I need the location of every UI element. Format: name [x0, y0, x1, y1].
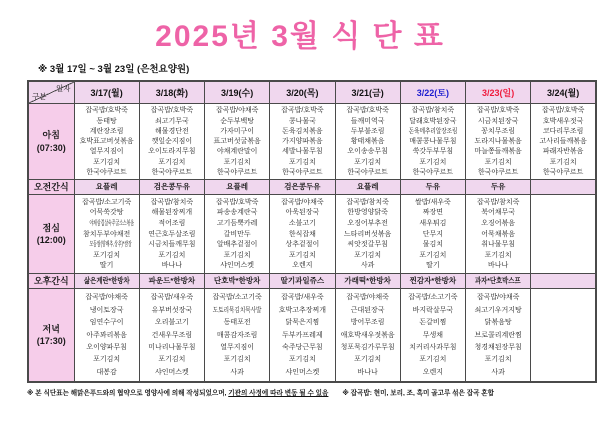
snack-item: 검은콩두유	[153, 182, 190, 191]
day-header-8: 3/24(월)	[531, 81, 596, 104]
menu-item: 사과	[360, 262, 375, 270]
menu-item: 포기김치	[419, 251, 447, 259]
menu-item: 호박새우젓국	[542, 117, 584, 125]
menu-item: 잡곡밥/호박죽	[346, 107, 389, 115]
menu-item: 한방영양닭죽	[347, 209, 388, 217]
menu-item: 아주꽈리볶음	[86, 331, 127, 339]
menu-cell-lu-day7	[466, 195, 531, 274]
menu-cell-bf-day5	[335, 104, 400, 180]
menu-cell-bf-day4	[270, 104, 335, 180]
menu-item: 쇠고기무국	[154, 117, 189, 125]
menu-item: 상추겉절이	[285, 241, 320, 249]
menu-item: 고사리들깨볶음	[539, 138, 587, 145]
menu-lines	[336, 195, 400, 273]
menu-item: 한국야쿠르트	[477, 168, 519, 176]
menu-item: 적어조림	[158, 219, 186, 227]
menu-item: 아욱된장국	[285, 209, 320, 217]
menu-item: 포기김치	[223, 158, 251, 166]
snack-item: 두유	[425, 182, 441, 191]
footnote-grains: ※ 잡곡밥: 현미, 보리, 조, 흑미 골고루 섞은 잡곡 혼합	[342, 390, 495, 397]
menu-item: 물김치	[422, 241, 444, 249]
snack-item: 단호박*한방차	[213, 276, 261, 285]
snack-item: 파운드*한방차	[148, 276, 196, 285]
menu-cell-am-day1	[74, 180, 139, 195]
menu-cell-di-day2	[139, 289, 204, 383]
menu-item: 잡곡밥/야채죽	[85, 294, 128, 302]
menu-item: 잡곡밥/참치죽	[476, 198, 520, 206]
row-label-bf: 아침 (07:30)	[28, 104, 74, 180]
page-title: 2025년 3월 식 단 표	[155, 20, 445, 53]
menu-item: 근대된장국	[350, 306, 385, 314]
menu-lines	[336, 289, 400, 381]
menu-item: 한국야쿠르트	[216, 168, 258, 176]
menu-item: 포기김치	[419, 158, 447, 166]
menu-lines	[401, 195, 465, 273]
menu-lines	[531, 104, 595, 179]
day-header-4: 3/20(목)	[270, 81, 335, 104]
menu-cell-lu-day1	[74, 195, 139, 274]
menu-cell-bf-day1	[74, 104, 139, 180]
menu-cell-bf-day7	[466, 104, 531, 180]
menu-item: 브로콜리계란찜	[474, 331, 522, 339]
menu-lines	[270, 289, 334, 381]
menu-cell-di-day7	[466, 289, 531, 383]
header-row	[28, 81, 596, 104]
menu-item: 오이도라지무침	[148, 148, 196, 156]
menu-item: 어묵채볶음	[481, 230, 516, 238]
menu-item: 포기김치	[93, 158, 121, 166]
menu-item: 알배추겉절이	[216, 241, 258, 249]
menu-item: 콩나물국	[288, 117, 316, 125]
snack-item: 딸기과일쥬스	[280, 276, 325, 285]
corner-cell	[28, 81, 74, 104]
menu-item: 딸기	[426, 262, 440, 270]
menu-item: 잡곡밥/소고기죽	[81, 198, 132, 206]
menu-item: 닭묵은지찜	[285, 319, 320, 327]
menu-lines	[140, 195, 204, 273]
menu-cell-bf-day6	[400, 104, 465, 180]
menu-item: 포기김치	[354, 356, 382, 364]
menu-lines	[205, 289, 269, 381]
corner-label-category: 구분	[32, 92, 47, 101]
menu-item: 북어채무국	[481, 209, 516, 217]
menu-item: 한국야쿠르트	[542, 168, 584, 176]
menu-item: 계란장조림	[89, 127, 124, 135]
menu-item: 포기김치	[288, 251, 316, 259]
menu-item: 한국야쿠르트	[282, 168, 323, 176]
menu-item: 열무지짐이	[220, 343, 255, 351]
menu-item: 두부카프레제	[282, 331, 323, 339]
footnote-disclaimer: ※ 본 식단표는 해맑은푸드와의 협약으로 영양사에 의해 작성되었으며, 기관의 사정에 따라 변동 될 수 있음	[27, 390, 329, 397]
row-label-am: 오전간식	[28, 180, 74, 195]
menu-item: 열무지짐이	[89, 148, 124, 156]
menu-item: 쇠고기우거지탕	[474, 306, 522, 314]
menu-item: 연근호두살조림	[148, 230, 196, 238]
menu-cell-lu-day3	[205, 195, 270, 274]
menu-cell-di-day3	[205, 289, 270, 383]
menu-cell-pm-day5	[335, 274, 400, 289]
menu-cell-di-day5	[335, 289, 400, 383]
menu-item: 방어무조림	[350, 319, 385, 327]
menu-lines	[75, 289, 139, 381]
menu-item: 단무지	[422, 230, 444, 238]
menu-item: 세발나물무침	[282, 148, 323, 156]
snack-item: 두유	[490, 182, 506, 191]
menu-item: 한국야쿠르트	[412, 168, 454, 176]
menu-item: 치커리사과무침	[409, 343, 457, 351]
menu-item: 청포묵김가루무침	[340, 343, 395, 351]
menu-item: 샤인머스켓	[220, 262, 255, 270]
snack-item: 검은콩두유	[284, 182, 321, 191]
snack-item: 요플레	[226, 182, 248, 191]
row-label-pm: 오후간식	[28, 274, 74, 289]
corner-label-date: 일자	[56, 84, 71, 93]
menu-item: 대봉감	[96, 368, 117, 376]
menu-cell-di-day4	[270, 289, 335, 383]
menu-item: 매콤감자조림	[216, 331, 258, 339]
menu-lines	[205, 195, 269, 273]
menu-item: 바나나	[357, 368, 378, 376]
menu-item: 오렌지	[422, 368, 444, 376]
menu-item: 한국야쿠르트	[86, 168, 127, 176]
menu-item: 짜장면	[422, 209, 444, 217]
menu-item: 돈갈비찜	[419, 319, 447, 327]
menu-item: 사과	[491, 368, 505, 376]
menu-item: 포기김치	[93, 251, 121, 259]
menu-item: 건새우무조림	[151, 331, 193, 339]
snack-item: 요플레	[356, 182, 379, 191]
menu-item: 잡곡밥/참치죽	[150, 198, 194, 206]
menu-item: 오징어볶음	[481, 219, 516, 227]
menu-item: 갈비만두	[223, 230, 251, 238]
menu-lines	[75, 195, 139, 273]
menu-item: 한국야쿠르트	[347, 168, 388, 176]
menu-cell-lu-day2	[139, 195, 204, 274]
menu-item: 샤인머스켓	[154, 368, 189, 376]
menu-cell-di-day6	[400, 289, 465, 383]
menu-item: 포기김치	[158, 251, 186, 259]
menu-item: 잡곡밥/새우죽	[281, 294, 324, 302]
menu-table	[27, 80, 597, 383]
day-header-3: 3/19(수)	[205, 81, 270, 104]
menu-item: 오이양파무침	[86, 343, 127, 351]
menu-cell-lu-day4	[270, 195, 335, 274]
menu-item: 잡곡밥/호박죽	[85, 107, 128, 115]
menu-item: 포기김치	[484, 356, 512, 364]
menu-item: 모듬쌈(양배추,상추)*쌈장	[88, 241, 132, 249]
menu-cell-lu-day6	[400, 195, 465, 274]
menu-item: 잡곡밥/호박죽	[150, 107, 194, 115]
row-am	[28, 180, 596, 195]
menu-item: 오렌지	[292, 262, 313, 270]
menu-item: 샤인머스켓	[285, 368, 320, 376]
menu-lines	[401, 289, 465, 381]
menu-item: 소불고기	[288, 219, 316, 227]
menu-item: 무생채	[422, 331, 444, 339]
menu-item: 사과	[230, 368, 244, 376]
row-di	[28, 289, 596, 383]
menu-item: 해물된장찌개	[151, 209, 193, 217]
menu-item: 도라지나물볶음	[474, 138, 522, 145]
menu-item: 야채계란말이	[216, 148, 258, 156]
menu-item: 청경채된장무침	[474, 343, 522, 351]
menu-item: 동태탕	[96, 117, 117, 125]
menu-lines	[466, 104, 530, 179]
menu-item: 도토리묵김치묵사발	[212, 306, 262, 314]
menu-item: 오징어부추전	[347, 219, 388, 227]
menu-cell-am-day7	[466, 180, 531, 195]
menu-lines	[531, 195, 595, 273]
menu-cell-di-day1	[74, 289, 139, 383]
menu-cell-am-day5	[335, 180, 400, 195]
menu-item: 들깨미역국	[350, 117, 385, 125]
date-range-subtitle: ※ 3월 17일 ~ 3월 23일 (은천요양원)	[38, 64, 190, 75]
menu-item: 참치두부야채전	[82, 230, 131, 238]
menu-item: 달래호박된장국	[409, 117, 457, 125]
menu-item: 돈육메추리알장조림	[408, 127, 458, 135]
day-header-6: 3/22(토)	[400, 81, 465, 104]
menu-cell-bf-day3	[205, 104, 270, 180]
menu-lines	[401, 104, 465, 179]
menu-item: 오리불고기	[154, 319, 189, 327]
menu-item: 시금치된장국	[477, 117, 519, 125]
menu-item: 포기김치	[549, 158, 577, 166]
menu-item: 미나리나물무침	[148, 343, 196, 351]
footnotes	[27, 387, 597, 397]
menu-cell-pm-day4	[270, 274, 335, 289]
menu-cell-pm-day6	[400, 274, 465, 289]
menu-item: 쑥갓두부무침	[412, 148, 454, 156]
menu-item: 어묵쑥갓탕	[89, 209, 124, 217]
menu-item: 씨앗젓갈무침	[347, 241, 388, 249]
menu-cell-am-day6	[400, 180, 465, 195]
snack-item: 찐감자*한방차	[409, 276, 457, 285]
menu-item: 포기김치	[288, 158, 316, 166]
menu-item: 느타리버섯볶음	[343, 230, 392, 238]
menu-item: 포기김치	[288, 356, 316, 364]
menu-lines	[270, 195, 334, 273]
menu-item: 표고버섯굴볶음	[213, 138, 261, 145]
menu-lines	[336, 104, 400, 179]
menu-item: 파래자반볶음	[542, 148, 584, 156]
snack-item: 가래떡*한방차	[344, 276, 391, 285]
menu-item: 돈육김치볶음	[282, 127, 323, 135]
menu-item: 잡곡밥/소고기죽	[212, 294, 262, 302]
row-lu	[28, 195, 596, 274]
row-label-di: 저녁 (17:30)	[28, 289, 74, 383]
day-header-1: 3/17(월)	[74, 81, 139, 104]
menu-item: 딸기	[99, 262, 114, 270]
snack-item: 과자*단호박스프	[475, 276, 521, 285]
menu-item: 잡곡밥/호박죽	[476, 107, 520, 115]
menu-item: 황태채볶음	[350, 138, 385, 145]
menu-item: 취나물무침	[481, 241, 516, 249]
menu-item: 오이송송무침	[347, 148, 388, 156]
menu-cell-bf-day8	[531, 104, 596, 180]
menu-item: 포기김치	[223, 251, 251, 259]
menu-item: 잡곡밥/소고기죽	[408, 294, 458, 302]
menu-item: 임연수구이	[89, 319, 124, 327]
day-header-7: 3/23(일)	[466, 81, 531, 104]
menu-item: 호박표고버섯볶음	[79, 138, 134, 145]
menu-item: 잡곡밥/호박죽	[215, 198, 259, 206]
menu-item: 잡곡밥/새우죽	[150, 294, 194, 302]
menu-item: 잡곡밥/야채죽	[215, 107, 259, 115]
menu-lines	[531, 289, 595, 381]
menu-item: 꽁치무조림	[481, 127, 516, 135]
menu-cell-am-day3	[205, 180, 270, 195]
menu-item: 두부불조림	[350, 127, 385, 135]
menu-item: 파송송계란국	[216, 209, 258, 217]
menu-item: 유부버섯장국	[151, 306, 193, 314]
menu-cell-di-day8	[531, 289, 596, 383]
day-header-2: 3/18(화)	[139, 81, 204, 104]
menu-lines	[205, 104, 269, 179]
menu-item: 냉이토장국	[89, 306, 124, 314]
menu-item: 깻잎순지짐이	[151, 138, 193, 145]
snack-item: 삶은계란*한방차	[83, 276, 130, 285]
menu-item: 쌀밥/새우죽	[414, 198, 451, 206]
menu-item: 포기김치	[419, 356, 447, 364]
menu-item: 시금치들깨무침	[148, 241, 196, 249]
menu-cell-am-day2	[139, 180, 204, 195]
menu-cell-pm-day2	[139, 274, 204, 289]
menu-item: 바나나	[161, 262, 183, 270]
menu-item: 잡곡밥/참치죽	[346, 198, 389, 206]
menu-item: 순두부백탕	[220, 117, 255, 125]
menu-item: 새우튀김	[419, 219, 447, 227]
row-pm	[28, 274, 596, 289]
menu-lines	[75, 104, 139, 179]
menu-item: 야채삼겹살숙주굴소스볶음	[88, 219, 134, 227]
menu-item: 마늘쫑들깨볶음	[474, 148, 522, 156]
row-label-lu: 점심 (12:00)	[28, 195, 74, 274]
menu-lines	[140, 104, 204, 179]
menu-cell-am-day8	[531, 180, 596, 195]
menu-item: 애호박새우젓볶음	[340, 331, 395, 339]
day-header-5: 3/21(금)	[335, 81, 400, 104]
snack-item: 요플레	[95, 182, 118, 191]
menu-item: 바지락살무국	[412, 306, 454, 314]
menu-item: 고기듬뿍카레	[216, 219, 258, 227]
menu-item: 잡곡밥/야채죽	[476, 294, 520, 302]
menu-lines	[466, 195, 530, 273]
menu-item: 한국야쿠르트	[151, 168, 193, 176]
menu-item: 가지양파볶음	[282, 138, 323, 145]
row-bf	[28, 104, 596, 180]
menu-item: 포기김치	[158, 158, 186, 166]
menu-cell-pm-day3	[205, 274, 270, 289]
menu-item: 숙주당근무침	[282, 343, 323, 351]
menu-item: 포기김치	[484, 158, 512, 166]
menu-item: 포기김치	[93, 356, 121, 364]
menu-lines	[270, 104, 334, 179]
menu-item: 잡곡밥/야채죽	[281, 198, 324, 206]
menu-item: 포기김치	[354, 251, 382, 259]
menu-cell-pm-day7	[466, 274, 531, 289]
menu-item: 가자미구이	[220, 127, 255, 135]
menu-cell-am-day4	[270, 180, 335, 195]
menu-item: 코다리무조림	[542, 127, 584, 135]
menu-item: 바나나	[487, 262, 509, 270]
menu-cell-pm-day1	[74, 274, 139, 289]
menu-item: 잡곡밥/호박죽	[281, 107, 324, 115]
menu-item: 잡곡밥/야채죽	[346, 294, 389, 302]
menu-item: 포기김치	[223, 356, 251, 364]
menu-item: 포기김치	[158, 356, 186, 364]
menu-item: 한식잡채	[288, 230, 316, 238]
menu-item: 해물경단전	[154, 127, 189, 135]
menu-item: 매콤콩나물무침	[409, 138, 457, 145]
menu-cell-pm-day8	[531, 274, 596, 289]
menu-lines	[140, 289, 204, 381]
menu-item: 동태포전	[223, 319, 251, 327]
menu-lines	[466, 289, 530, 381]
menu-item: 잡곡밥/호박죽	[541, 107, 585, 115]
menu-item: 잡곡밥/참치죽	[411, 107, 455, 115]
menu-cell-lu-day8	[531, 195, 596, 274]
menu-item: 닭볶음탕	[484, 319, 512, 327]
menu-item: 포기김치	[484, 251, 512, 259]
menu-item: 호박고추장찌개	[278, 306, 327, 314]
menu-cell-lu-day5	[335, 195, 400, 274]
menu-cell-bf-day2	[139, 104, 204, 180]
menu-item: 포기김치	[354, 158, 382, 166]
